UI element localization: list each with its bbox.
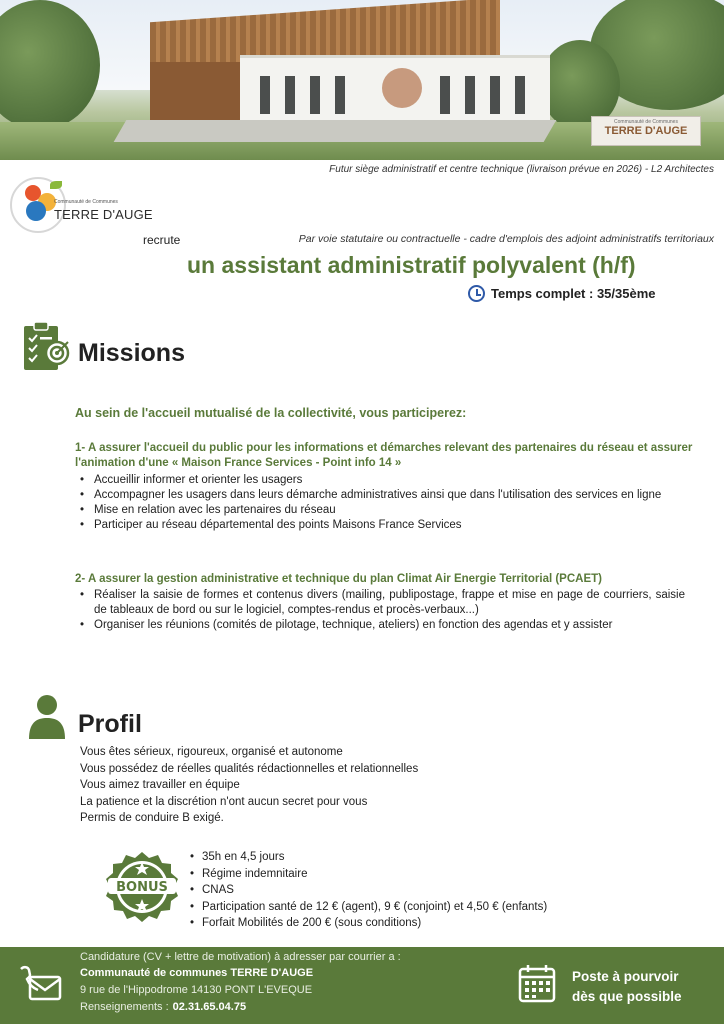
hero-sign: Communauté de Communes TERRE D'AUGE bbox=[591, 116, 701, 146]
list-item: • 35h en 4,5 jours bbox=[190, 849, 547, 866]
mission-block-1-list bbox=[80, 473, 685, 533]
job-title: un assistant administratif polyvalent (h/f) bbox=[187, 252, 636, 278]
availability-callout bbox=[572, 967, 682, 1007]
clock-icon bbox=[468, 285, 485, 302]
profil-line: Permis de conduire B exigé. bbox=[80, 812, 224, 824]
work-time-label: Temps complet : 35/35ème bbox=[491, 286, 656, 301]
list-item: • Réaliser la saisie de formes et contenus divers (mailing, publipostage, frappe et mise en page de courriers, saisie de tableaux de bord ou sur le logiciel, comptes-rendus et procès-verbaux...) bbox=[80, 588, 685, 618]
postal-address: 9 rue de l'Hippodrome 14130 PONT L'EVEQUE bbox=[80, 984, 313, 996]
calendar-icon bbox=[518, 963, 556, 1003]
list-item: • CNAS bbox=[190, 882, 547, 899]
missions-intro: Au sein de l'accueil mutualisé de la collectivité, vous participerez: bbox=[75, 406, 467, 420]
organization-name: Communauté de communes TERRE D'AUGE bbox=[80, 967, 314, 979]
list-item: • Mise en relation avec les partenaires du réseau bbox=[80, 503, 685, 518]
availability-line-1: Poste à pourvoir bbox=[572, 969, 679, 984]
profil-line: La patience et la discrétion n'ont aucun secret pour vous bbox=[80, 795, 368, 808]
brand-name: TERRE D'AUGE bbox=[54, 207, 153, 222]
list-item: • Accompagner les usagers dans leurs démarche administratives ainsi que dans l'utilisation des services en ligne bbox=[80, 488, 685, 503]
contact-label: Renseignements : bbox=[80, 1001, 169, 1013]
profil-line: Vous possédez de réelles qualités rédactionnelles et relationnelles bbox=[80, 762, 419, 775]
contract-subtitle: Par voie statutaire ou contractuelle - cadre d'emplois des adjoint administratifs territoriaux bbox=[298, 233, 714, 245]
mission-block-1-title: 1- A assurer l'accueil du public pour les informations et démarches relevant des partenaires du réseau et assurer l'animation d'une « Maison France Services - Point info 14 » bbox=[75, 442, 693, 469]
availability-line-2: dès que possible bbox=[572, 989, 682, 1004]
missions-heading: Missions bbox=[78, 339, 185, 367]
work-time bbox=[468, 285, 656, 302]
mission-block-2-title: 2- A assurer la gestion administrative et technique du plan Climat Air Energie Territorial (PCAET) bbox=[75, 573, 602, 585]
footer-contact bbox=[0, 947, 724, 1024]
hero-caption: Futur siège administratif et centre technique (livraison prévue en 2026) - L2 Architectes bbox=[329, 164, 714, 175]
hero-image bbox=[0, 0, 724, 160]
brand-logo: Communauté de Communes TERRE D'AUGE bbox=[10, 177, 145, 235]
bonus-badge-icon bbox=[104, 850, 180, 926]
profil-line: Vous aimez travailler en équipe bbox=[80, 779, 240, 791]
list-item: • Régime indemnitaire bbox=[190, 866, 547, 883]
list-item: • Participer au réseau départemental des points Maisons France Services bbox=[80, 518, 685, 533]
list-item: • Accueillir informer et orienter les usagers bbox=[80, 473, 685, 488]
bonus-list bbox=[190, 849, 547, 932]
list-item: • Forfait Mobilités de 200 € (sous conditions) bbox=[190, 915, 547, 932]
phone-number[interactable]: 02.31.65.04.75 bbox=[172, 1001, 247, 1013]
list-item: • Organiser les réunions (comités de pilotage, technique, ateliers) en fonction des agendas et y assister bbox=[80, 618, 685, 633]
person-icon bbox=[28, 693, 66, 741]
contact-line bbox=[80, 1001, 246, 1013]
recrute-label: recrute bbox=[143, 233, 181, 247]
application-instructions: Candidature (CV + lettre de motivation) à adresser par courrier a : bbox=[80, 951, 401, 963]
missions-checklist-icon bbox=[22, 320, 70, 372]
list-item: • Participation santé de 12 € (agent), 9 € (conjoint) et 4,50 € (enfants) bbox=[190, 899, 547, 916]
profil-heading: Profil bbox=[78, 710, 142, 738]
bonus-badge-label: BONUS bbox=[116, 880, 168, 895]
profil-line: Vous êtes sérieux, rigoureux, organisé et autonome bbox=[80, 746, 343, 758]
profil-list bbox=[80, 744, 418, 827]
mission-block-2-list bbox=[80, 588, 685, 633]
mail-phone-icon bbox=[18, 963, 64, 1009]
